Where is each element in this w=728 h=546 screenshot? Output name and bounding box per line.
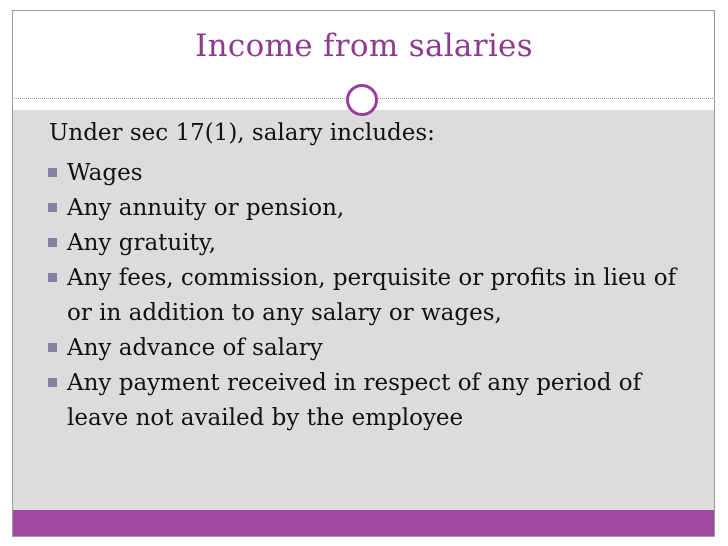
list-item-text: Any advance of salary xyxy=(67,335,323,361)
list-item xyxy=(48,191,698,226)
list-item xyxy=(48,366,698,436)
list-item xyxy=(48,156,698,191)
bullet-list xyxy=(48,156,698,436)
square-bullet-icon xyxy=(48,273,57,282)
square-bullet-icon xyxy=(48,343,57,352)
list-item-text: Wages xyxy=(67,160,143,186)
accent-bar xyxy=(13,510,714,536)
square-bullet-icon xyxy=(48,378,57,387)
list-item xyxy=(48,331,698,366)
list-item xyxy=(48,226,698,261)
square-bullet-icon xyxy=(48,203,57,212)
decorative-circle-icon xyxy=(346,84,378,116)
list-item-text: Any payment received in respect of any period of leave not availed by the employee xyxy=(67,370,642,431)
list-item xyxy=(48,261,698,331)
square-bullet-icon xyxy=(48,168,57,177)
list-item-text: Any fees, commission, perquisite or profits in lieu of or in addition to any salary or wages, xyxy=(67,265,677,326)
intro-text: Under sec 17(1), salary includes: xyxy=(49,120,435,146)
slide-title: Income from salaries xyxy=(195,28,533,64)
list-item-text: Any annuity or pension, xyxy=(67,195,345,221)
square-bullet-icon xyxy=(48,238,57,247)
list-item-text: Any gratuity, xyxy=(67,230,217,256)
